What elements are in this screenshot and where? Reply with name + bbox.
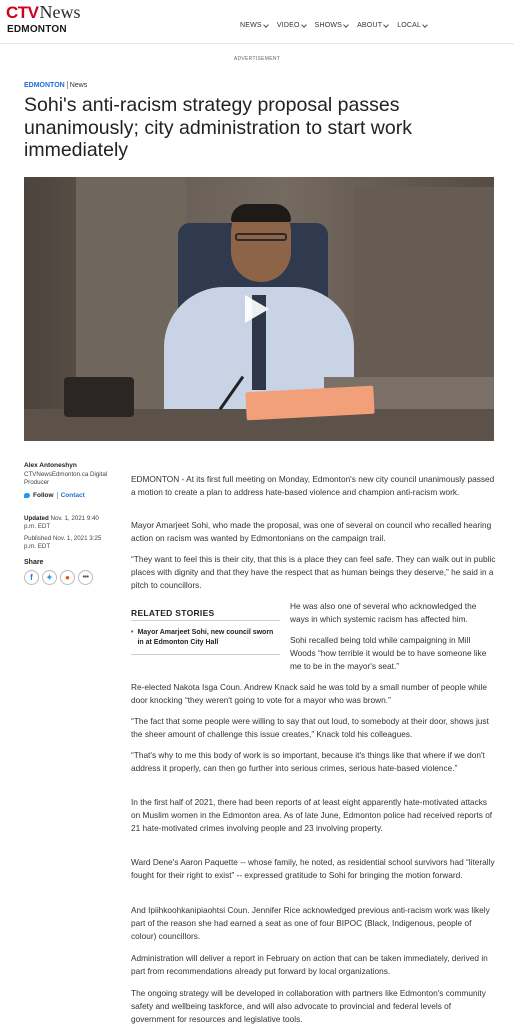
nav-item-video[interactable]	[277, 22, 306, 29]
article-paragraph: “That's why to me this body of work is so important, because it's things like that where if we don't address it properly, can then go further into serious crimes, serious hate-based violence.”	[131, 750, 485, 773]
nav-item-label: NEWS	[240, 22, 262, 29]
related-stories-heading: RELATED STORIES	[131, 608, 215, 618]
follow-contact-row	[24, 492, 85, 499]
article-paragraph: Mayor Amarjeet Sohi, who made the proposal, was one of several on council who recalled hearing action on racism was wanted by Edmontonians on the campaign trail.	[131, 520, 492, 543]
twitter-icon[interactable]: ✦	[42, 570, 57, 585]
nav-item-label: ABOUT	[357, 22, 383, 29]
article-paragraph: “They want to feel this is their city, that this is a place they can feel safe. They can walk out in public places with dignity and that they have the respect that as human beings they deserve,” he said in a pitch to councillors.	[131, 554, 496, 590]
updated-value: Nov. 1, 2021 9:40 p.m. EDT	[24, 515, 99, 530]
article-paragraph: He was also one of several who acknowledged the ways in which systemic racism has affected him.	[290, 601, 477, 624]
chevron-down-icon	[383, 22, 389, 28]
chevron-down-icon	[422, 22, 428, 28]
author-title: CTVNewsEdmonton.ca Digital Producer	[24, 471, 108, 486]
chevron-down-icon	[301, 22, 307, 28]
share-buttons	[24, 570, 93, 585]
edition-label[interactable]: EDMONTON	[7, 24, 67, 35]
site-header	[0, 0, 514, 44]
logo-ctv-text: CTV	[6, 3, 39, 22]
article-paragraph: Sohi recalled being told while campaigning in Mill Woods “how terrible it would be to have someone like me to be in the mayor's seat.”	[290, 635, 487, 671]
video-player[interactable]	[24, 177, 494, 441]
author-name[interactable]: Alex Antoneshyn	[24, 462, 77, 469]
article-paragraph: And Ipiihkoohkanipiaohtsi Coun. Jennifer Rice acknowledged previous anti-racism work was likely part of the reason she had earned a seat as one of four BIPOC (Black, Indigenous, people of colour) councillors.	[131, 905, 490, 941]
nav-item-news[interactable]	[240, 22, 268, 29]
subsection-link[interactable]: News	[69, 81, 88, 89]
reddit-icon[interactable]: ●	[60, 570, 75, 585]
nav-item-about[interactable]	[357, 22, 388, 29]
published-label: Published	[24, 535, 52, 542]
nav-item-label: VIDEO	[276, 22, 300, 29]
advertisement-label: ADVERTISEMENT	[233, 56, 281, 62]
follow-divider	[57, 492, 58, 499]
nav-item-shows[interactable]	[315, 22, 348, 29]
article-paragraph: The ongoing strategy will be developed in collaboration with partners like Edmonton's community safety and wellbeing taskforce, and will also advocate to provincial and federal levels of government for resources and legislative tools.	[131, 988, 486, 1024]
video-speaker-glasses	[235, 233, 287, 241]
facebook-icon[interactable]: f	[24, 570, 39, 585]
section-link[interactable]: EDMONTON	[24, 81, 65, 89]
article-paragraph: “The fact that some people were willing to say that out loud, to somebody at their door, shows just the sheer amount of challenge this issue creates,” Knack told his colleagues.	[131, 716, 489, 739]
nav-item-local[interactable]	[397, 22, 427, 29]
breadcrumb	[24, 81, 87, 89]
contact-link[interactable]: Contact	[60, 492, 85, 499]
chevron-down-icon	[343, 22, 349, 28]
related-divider	[131, 620, 280, 621]
related-divider	[131, 654, 280, 655]
video-speaker-hair	[231, 204, 291, 222]
breadcrumb-divider	[67, 81, 68, 89]
follow-link[interactable]: Follow	[33, 492, 54, 499]
article-paragraph: In the first half of 2021, there had been reports of at least eight apparently hate-motivated attacks on Muslim women in the Edmonton area. As of late June, Edmonton police had received reports of 21 hate-motivated crimes involving people and 23 involving property.	[131, 797, 493, 833]
nav-item-label: SHOWS	[314, 22, 343, 29]
related-story-link[interactable]	[131, 628, 279, 647]
play-icon[interactable]	[245, 295, 269, 323]
updated-label: Updated	[24, 515, 49, 522]
article-paragraph: Ward Dene's Aaron Paquette -- whose family, he noted, as residential school survivors had “literally fought for their right to exist” -- expressed gratitude to Sohi for bringing the motion forward.	[131, 857, 495, 880]
bullet-icon: •	[131, 629, 134, 636]
ctv-news-logo[interactable]	[6, 2, 81, 23]
published-timestamp	[24, 535, 112, 551]
chevron-down-icon	[263, 22, 269, 28]
updated-timestamp	[24, 515, 112, 531]
logo-news-text: News	[39, 2, 81, 22]
related-story-title: Mayor Amarjeet Sohi, new council sworn in at Edmonton City Hall	[137, 629, 274, 646]
twitter-bird-icon	[24, 493, 30, 498]
nav-item-label: LOCAL	[397, 22, 422, 29]
share-label: Share	[24, 559, 44, 566]
article-paragraph: Re-elected Nakota Isga Coun. Andrew Knack said he was told by a small number of people while door knocking “they weren't going to vote for a mayor who was brown.”	[131, 682, 488, 705]
published-value: Nov. 1, 2021 3:25 p.m. EDT	[24, 535, 102, 550]
more-icon[interactable]: •••	[78, 570, 93, 585]
article-paragraph: EDMONTON - At its first full meeting on Monday, Edmonton's new city council unanimously passed a motion to create a plan to address hate-based violence and champion anti-racism work.	[131, 474, 495, 497]
article-headline: Sohi's anti-racism strategy proposal passes unanimously; city administration to start work immediately	[24, 94, 412, 161]
video-camera-object	[64, 377, 134, 417]
main-nav	[240, 22, 427, 29]
article-paragraph: Administration will deliver a report in February on action that can be taken immediately, derived in part from recommendations already put forward by local organizations.	[131, 953, 488, 976]
